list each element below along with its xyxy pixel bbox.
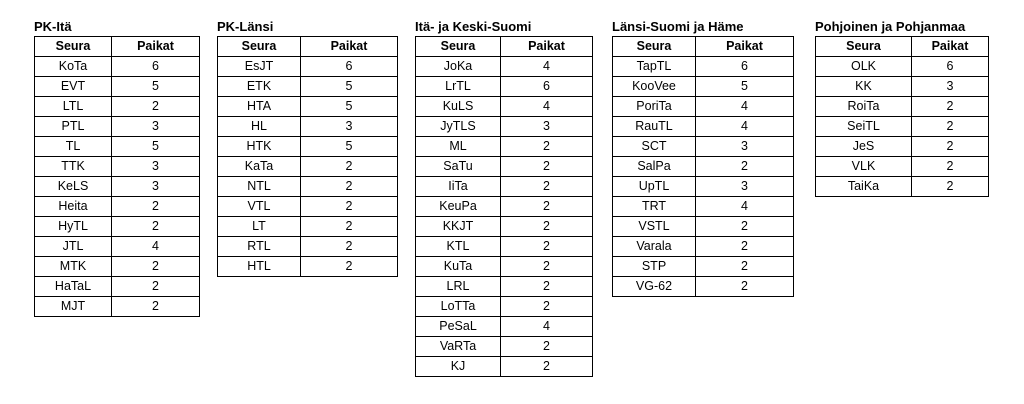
club-table	[815, 36, 989, 197]
places-cell: 2	[912, 177, 989, 197]
table-row	[416, 357, 593, 377]
places-cell: 3	[301, 117, 398, 137]
places-cell: 2	[696, 237, 794, 257]
table-row	[416, 297, 593, 317]
table-row	[416, 117, 593, 137]
header-club: Seura	[416, 37, 501, 57]
table-row	[416, 157, 593, 177]
table-row	[816, 137, 989, 157]
table-row	[218, 137, 398, 157]
club-table	[612, 36, 794, 297]
club-cell: HL	[218, 117, 301, 137]
club-cell: ETK	[218, 77, 301, 97]
header-places: Paikat	[301, 37, 398, 57]
table-row	[416, 337, 593, 357]
places-cell: 5	[301, 97, 398, 117]
club-cell: MJT	[35, 297, 112, 317]
club-cell: KeLS	[35, 177, 112, 197]
places-cell: 2	[501, 337, 593, 357]
table-row	[416, 237, 593, 257]
places-cell: 5	[301, 137, 398, 157]
table-row	[35, 117, 200, 137]
table-row	[613, 237, 794, 257]
region-pk-ita	[34, 17, 200, 317]
club-cell: SeiTL	[816, 117, 912, 137]
club-cell: PoriTa	[613, 97, 696, 117]
club-cell: STP	[613, 257, 696, 277]
club-cell: VTL	[218, 197, 301, 217]
places-cell: 3	[696, 177, 794, 197]
table-row	[218, 197, 398, 217]
table-row	[218, 77, 398, 97]
club-cell: VSTL	[613, 217, 696, 237]
header-row	[218, 37, 398, 57]
club-cell: JeS	[816, 137, 912, 157]
region-ita-keski-suomi	[415, 17, 593, 377]
region-pk-lansi	[217, 17, 398, 277]
table-row	[218, 237, 398, 257]
table-row	[613, 257, 794, 277]
places-cell: 2	[501, 357, 593, 377]
club-cell: KTL	[416, 237, 501, 257]
table-row	[416, 177, 593, 197]
club-cell: KooVee	[613, 77, 696, 97]
table-row	[816, 157, 989, 177]
club-cell: VaRTa	[416, 337, 501, 357]
region-pohjoinen-pohjanmaa	[815, 17, 989, 197]
club-cell: KJ	[416, 357, 501, 377]
table-row	[816, 77, 989, 97]
places-cell: 6	[112, 57, 200, 77]
club-cell: JTL	[35, 237, 112, 257]
club-cell: SalPa	[613, 157, 696, 177]
places-cell: 4	[696, 117, 794, 137]
club-cell: JyTLS	[416, 117, 501, 137]
header-places: Paikat	[696, 37, 794, 57]
places-cell: 2	[912, 117, 989, 137]
places-cell: 3	[112, 177, 200, 197]
club-cell: SCT	[613, 137, 696, 157]
region-title: Pohjoinen ja Pohjanmaa	[815, 19, 966, 34]
club-cell: HaTaL	[35, 277, 112, 297]
table-row	[218, 257, 398, 277]
table-row	[218, 57, 398, 77]
table-row	[416, 137, 593, 157]
club-cell: HTA	[218, 97, 301, 117]
places-cell: 2	[501, 197, 593, 217]
club-cell: RauTL	[613, 117, 696, 137]
places-cell: 2	[112, 97, 200, 117]
places-cell: 2	[501, 157, 593, 177]
club-cell: IiTa	[416, 177, 501, 197]
places-cell: 2	[501, 237, 593, 257]
places-cell: 2	[912, 97, 989, 117]
club-cell: KeuPa	[416, 197, 501, 217]
table-row	[416, 77, 593, 97]
table-row	[35, 57, 200, 77]
club-table	[217, 36, 398, 277]
places-cell: 2	[696, 217, 794, 237]
club-cell: PTL	[35, 117, 112, 137]
club-cell: JoKa	[416, 57, 501, 77]
header-row	[816, 37, 989, 57]
places-cell: 2	[112, 217, 200, 237]
region-title: Länsi-Suomi ja Häme	[612, 19, 744, 34]
table-row	[218, 177, 398, 197]
table-row	[218, 217, 398, 237]
header-row	[35, 37, 200, 57]
table-row	[816, 97, 989, 117]
club-cell: KK	[816, 77, 912, 97]
header-places: Paikat	[912, 37, 989, 57]
places-cell: 2	[912, 157, 989, 177]
places-cell: 6	[696, 57, 794, 77]
club-cell: EsJT	[218, 57, 301, 77]
table-row	[35, 157, 200, 177]
table-row	[218, 117, 398, 137]
club-cell: HTL	[218, 257, 301, 277]
places-cell: 5	[112, 137, 200, 157]
table-row	[613, 197, 794, 217]
places-cell: 5	[112, 77, 200, 97]
table-row	[416, 317, 593, 337]
club-cell: RTL	[218, 237, 301, 257]
table-row	[35, 277, 200, 297]
region-title: PK-Itä	[34, 19, 72, 34]
club-cell: TRT	[613, 197, 696, 217]
table-row	[816, 57, 989, 77]
header-places: Paikat	[501, 37, 593, 57]
table-row	[35, 297, 200, 317]
club-cell: RoiTa	[816, 97, 912, 117]
club-cell: KKJT	[416, 217, 501, 237]
club-cell: PeSaL	[416, 317, 501, 337]
places-cell: 2	[501, 277, 593, 297]
club-cell: SaTu	[416, 157, 501, 177]
club-cell: MTK	[35, 257, 112, 277]
table-row	[613, 217, 794, 237]
places-cell: 2	[501, 137, 593, 157]
table-row	[35, 77, 200, 97]
places-cell: 4	[501, 317, 593, 337]
places-cell: 2	[501, 217, 593, 237]
club-cell: HyTL	[35, 217, 112, 237]
places-cell: 2	[112, 257, 200, 277]
places-cell: 2	[301, 157, 398, 177]
club-cell: KuTa	[416, 257, 501, 277]
club-table	[34, 36, 200, 317]
table-row	[416, 217, 593, 237]
places-cell: 2	[501, 257, 593, 277]
table-row	[35, 197, 200, 217]
places-cell: 2	[112, 297, 200, 317]
club-cell: TL	[35, 137, 112, 157]
places-cell: 6	[501, 77, 593, 97]
table-row	[416, 257, 593, 277]
region-title: Itä- ja Keski-Suomi	[415, 19, 532, 34]
header-places: Paikat	[112, 37, 200, 57]
places-cell: 2	[301, 257, 398, 277]
places-cell: 4	[696, 197, 794, 217]
places-cell: 2	[501, 177, 593, 197]
club-cell: LrTL	[416, 77, 501, 97]
places-cell: 2	[301, 217, 398, 237]
club-cell: TTK	[35, 157, 112, 177]
table-row	[35, 257, 200, 277]
table-row	[613, 137, 794, 157]
club-cell: NTL	[218, 177, 301, 197]
club-cell: Heita	[35, 197, 112, 217]
club-cell: KuLS	[416, 97, 501, 117]
places-cell: 2	[301, 237, 398, 257]
table-row	[816, 177, 989, 197]
club-cell: TaiKa	[816, 177, 912, 197]
table-row	[613, 77, 794, 97]
region-lansi-suomi-hame	[612, 17, 794, 297]
places-cell: 3	[501, 117, 593, 137]
club-cell: KoTa	[35, 57, 112, 77]
header-club: Seura	[816, 37, 912, 57]
club-cell: HTK	[218, 137, 301, 157]
table-row	[35, 177, 200, 197]
header-row	[613, 37, 794, 57]
club-cell: ML	[416, 137, 501, 157]
header-club: Seura	[35, 37, 112, 57]
club-cell: Varala	[613, 237, 696, 257]
places-cell: 2	[112, 197, 200, 217]
places-cell: 3	[112, 117, 200, 137]
table-row	[218, 157, 398, 177]
header-club: Seura	[218, 37, 301, 57]
table-row	[613, 97, 794, 117]
places-cell: 4	[696, 97, 794, 117]
places-cell: 5	[696, 77, 794, 97]
header-row	[416, 37, 593, 57]
club-cell: LRL	[416, 277, 501, 297]
club-cell: TapTL	[613, 57, 696, 77]
table-row	[613, 57, 794, 77]
club-cell: LoTTa	[416, 297, 501, 317]
table-row	[613, 177, 794, 197]
table-row	[816, 117, 989, 137]
table-row	[613, 157, 794, 177]
places-cell: 2	[112, 277, 200, 297]
club-cell: KaTa	[218, 157, 301, 177]
places-cell: 6	[912, 57, 989, 77]
places-cell: 3	[912, 77, 989, 97]
club-cell: EVT	[35, 77, 112, 97]
table-row	[35, 237, 200, 257]
places-cell: 2	[912, 137, 989, 157]
places-cell: 2	[696, 257, 794, 277]
club-cell: VG-62	[613, 277, 696, 297]
places-cell: 2	[501, 297, 593, 317]
club-table	[415, 36, 593, 377]
table-row	[218, 97, 398, 117]
table-row	[35, 137, 200, 157]
region-title: PK-Länsi	[217, 19, 274, 34]
places-cell: 2	[301, 177, 398, 197]
places-cell: 4	[112, 237, 200, 257]
places-cell: 4	[501, 97, 593, 117]
table-row	[416, 277, 593, 297]
table-row	[416, 197, 593, 217]
table-row	[416, 97, 593, 117]
table-row	[35, 97, 200, 117]
table-row	[416, 57, 593, 77]
places-cell: 5	[301, 77, 398, 97]
places-cell: 2	[696, 157, 794, 177]
header-club: Seura	[613, 37, 696, 57]
places-cell: 3	[696, 137, 794, 157]
club-cell: LT	[218, 217, 301, 237]
table-row	[613, 117, 794, 137]
places-cell: 4	[501, 57, 593, 77]
places-cell: 3	[112, 157, 200, 177]
club-cell: VLK	[816, 157, 912, 177]
club-cell: UpTL	[613, 177, 696, 197]
club-cell: OLK	[816, 57, 912, 77]
club-cell: LTL	[35, 97, 112, 117]
places-cell: 2	[696, 277, 794, 297]
places-cell: 2	[301, 197, 398, 217]
table-row	[613, 277, 794, 297]
places-cell: 6	[301, 57, 398, 77]
table-row	[35, 217, 200, 237]
